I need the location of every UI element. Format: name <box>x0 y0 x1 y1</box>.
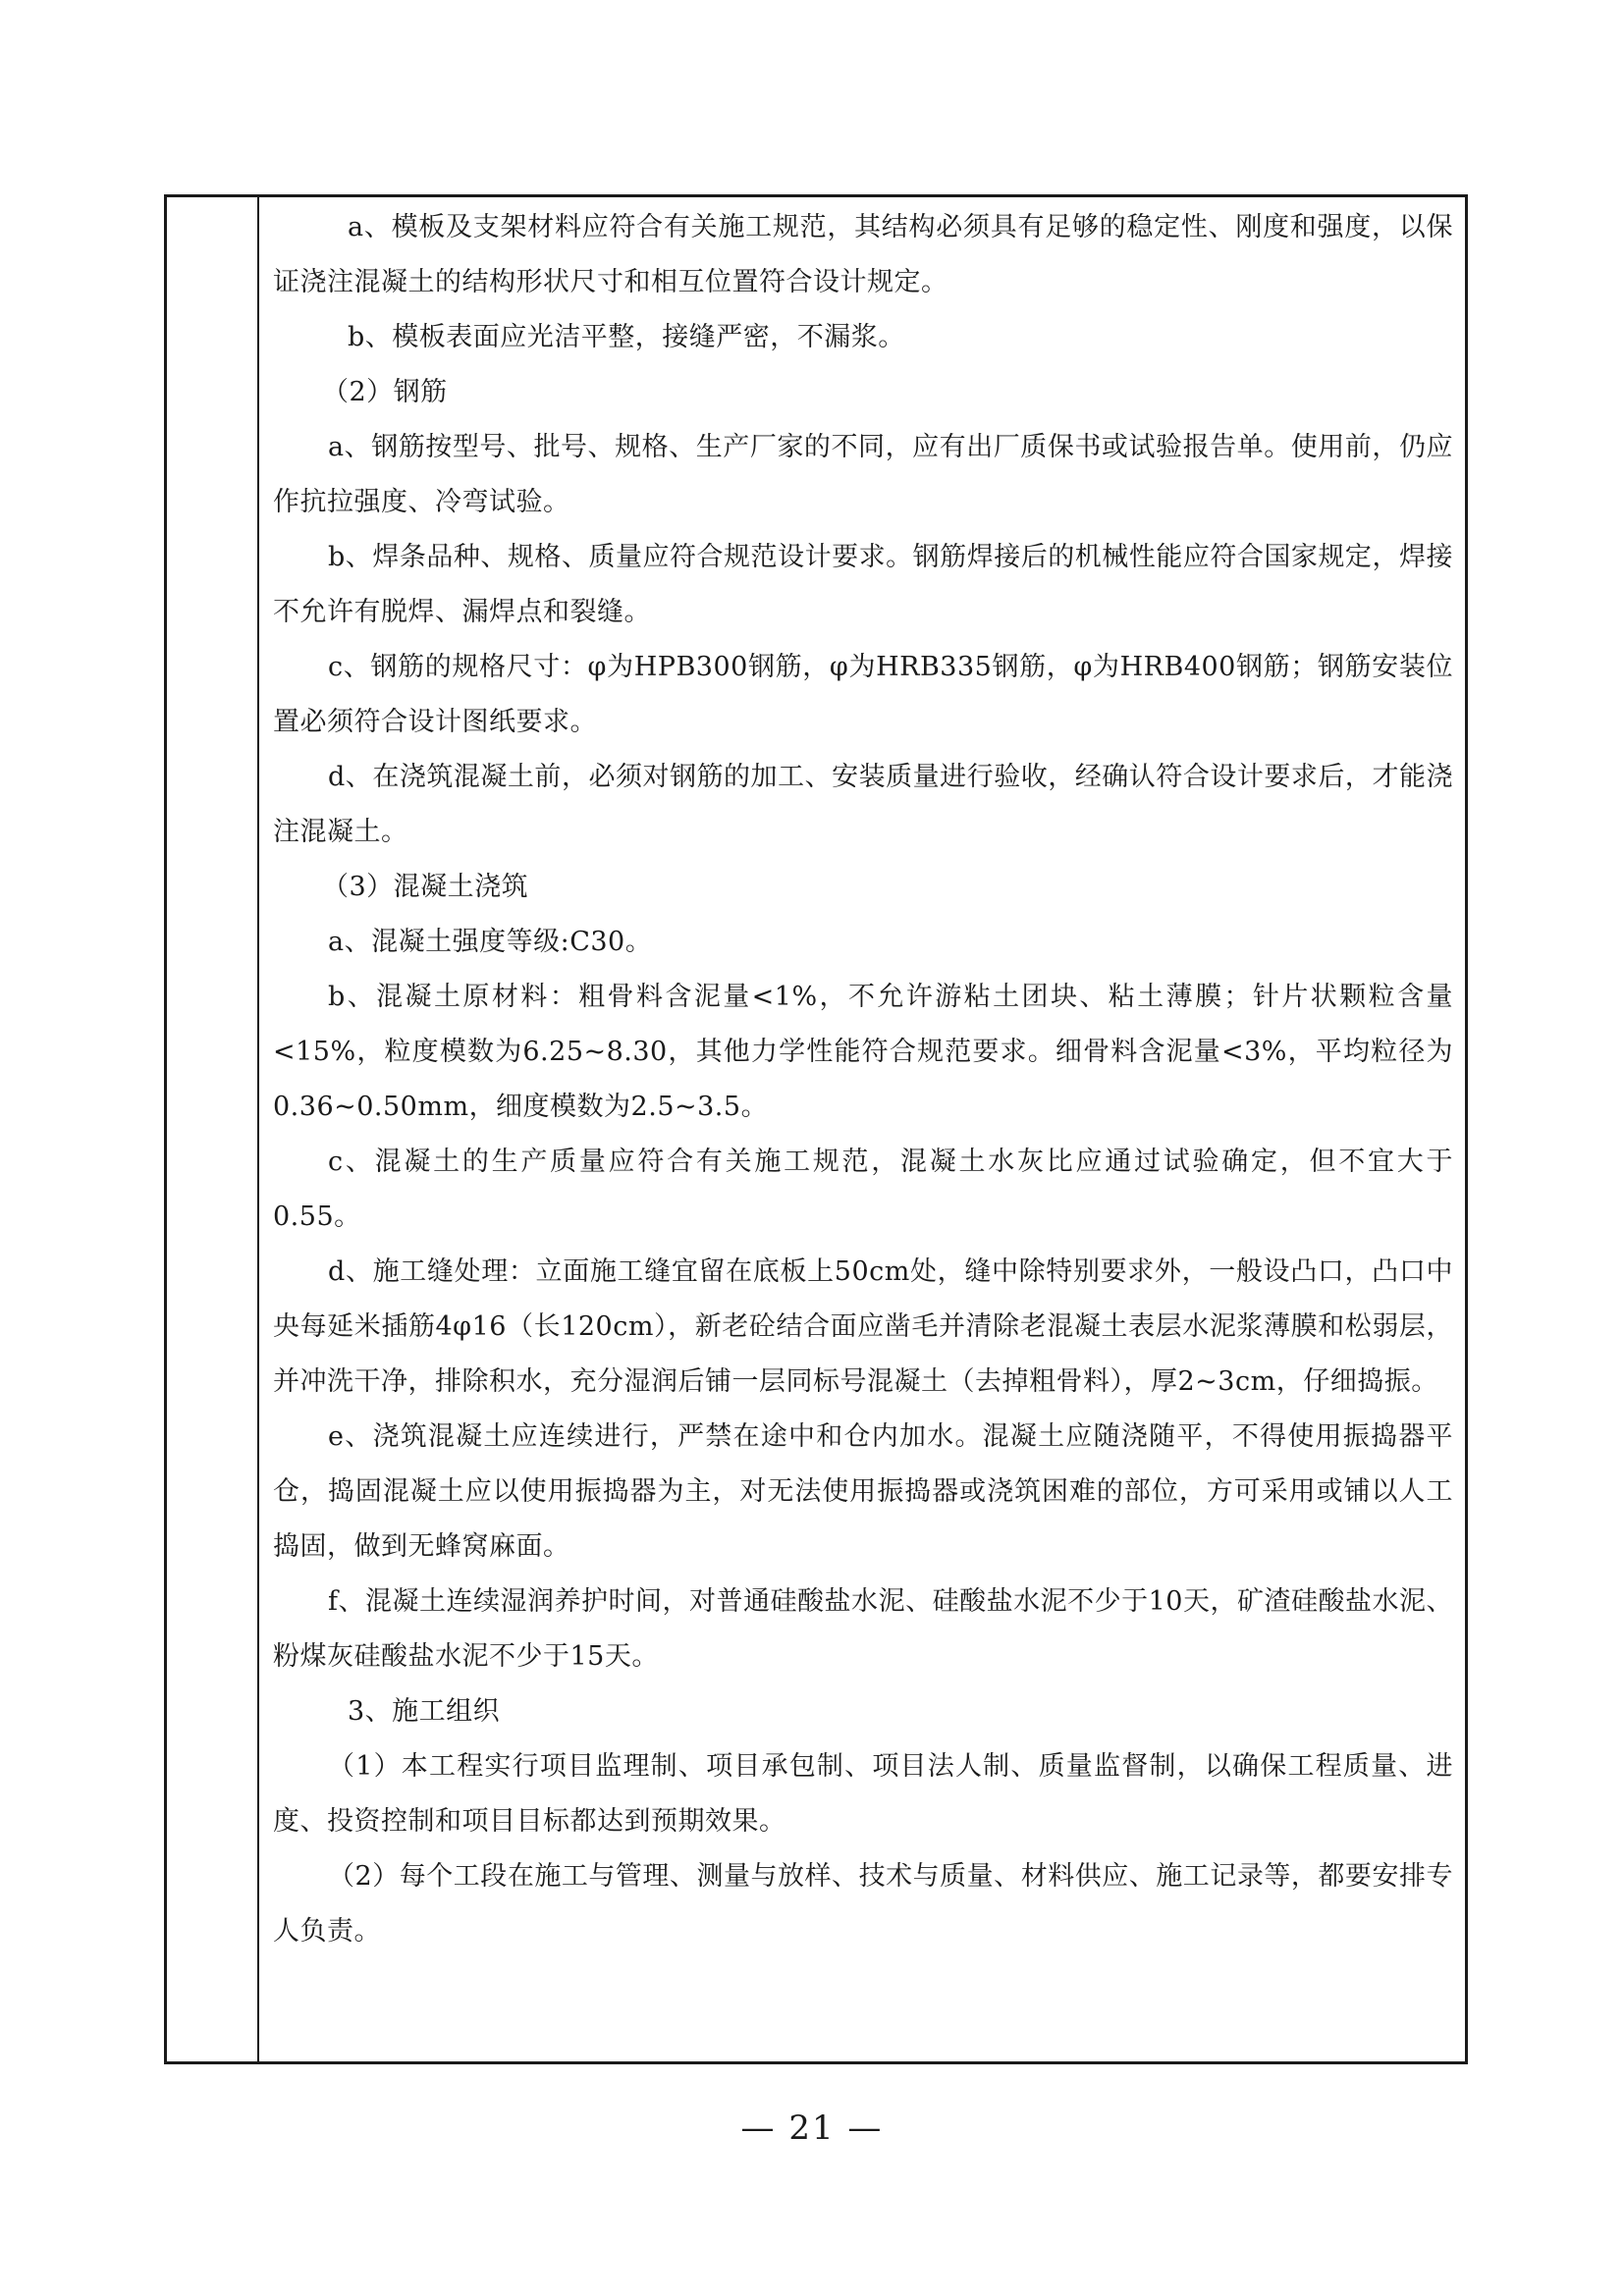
paragraph: b、模板表面应光洁平整，接缝严密，不漏浆。 <box>348 322 905 352</box>
page-number: — 21 — <box>740 2109 884 2148</box>
section-heading: 3、施工组织 <box>348 1696 501 1727</box>
paragraph: d、在浇筑混凝土前，必须对钢筋的加工、安装质量进行验收，经确认符合设计要求后，才能浇注混凝土。 <box>273 762 1453 847</box>
section-heading: （2）钢筋 <box>322 377 448 407</box>
section-heading: （3）混凝土浇筑 <box>322 872 529 902</box>
paragraph: c、钢筋的规格尺寸：φ为HPB300钢筋，φ为HRB335钢筋，φ为HRB400钢筋；钢筋安装位置必须符合设计图纸要求。 <box>273 652 1453 737</box>
paragraph: e、浇筑混凝土应连续进行，严禁在途中和仓内加水。混凝土应随浇随平，不得使用振捣器平仓，捣固混凝土应以使用振捣器为主，对无法使用振捣器或浇筑困难的部位，方可采用或铺以人工捣固，做到无蜂窝麻面。 <box>273 1421 1453 1562</box>
paragraph: （2）每个工段在施工与管理、测量与放样、技术与质量、材料供应、施工记录等，都要安排专人负责。 <box>273 1861 1453 1947</box>
paragraph: a、模板及支架材料应符合有关施工规范，其结构必须具有足够的稳定性、刚度和强度，以保证浇注混凝土的结构形状尺寸和相互位置符合设计规定。 <box>273 212 1453 297</box>
paragraph: d、施工缝处理：立面施工缝宜留在底板上50cm处，缝中除特别要求外，一般设凸口，凸口中央每延米插筋4φ16（长120cm），新老砼结合面应凿毛并清除老混凝土表层水泥浆薄膜和松弱层，并冲洗干净，排除积水，充分湿润后铺一层同标号混凝土（去掉粗骨料），厚2~3cm，仔细捣振。 <box>273 1256 1453 1397</box>
paragraph: （1）本工程实行项目监理制、项目承包制、项目法人制、质量监督制，以确保工程质量、进度、投资控制和项目目标都达到预期效果。 <box>273 1751 1453 1837</box>
paragraph: a、混凝土强度等级:C30。 <box>328 927 653 957</box>
paragraph: a、钢筋按型号、批号、规格、生产厂家的不同，应有出厂质保书或试验报告单。使用前，仍应作抗拉强度、冷弯试验。 <box>273 432 1453 517</box>
paragraph: b、焊条品种、规格、质量应符合规范设计要求。钢筋焊接后的机械性能应符合国家规定，焊接不允许有脱焊、漏焊点和裂缝。 <box>273 542 1453 627</box>
table-content-cell <box>273 194 1453 1959</box>
table-column-divider <box>257 194 259 2064</box>
paragraph: f、混凝土连续湿润养护时间，对普通硅酸盐水泥、硅酸盐水泥不少于10天，矿渣硅酸盐水泥、粉煤灰硅酸盐水泥不少于15天。 <box>273 1586 1453 1672</box>
paragraph: c、混凝土的生产质量应符合有关施工规范，混凝土水灰比应通过试验确定，但不宜大于0.55。 <box>273 1147 1453 1232</box>
paragraph: b、混凝土原材料：粗骨料含泥量<1%，不允许游粘土团块、粘土薄膜；针片状颗粒含量<15%，粒度模数为6.25~8.30，其他力学性能符合规范要求。细骨料含泥量<3%，平均粒径为0.36~0.50mm，细度模数为2.5~3.5。 <box>273 982 1453 1122</box>
